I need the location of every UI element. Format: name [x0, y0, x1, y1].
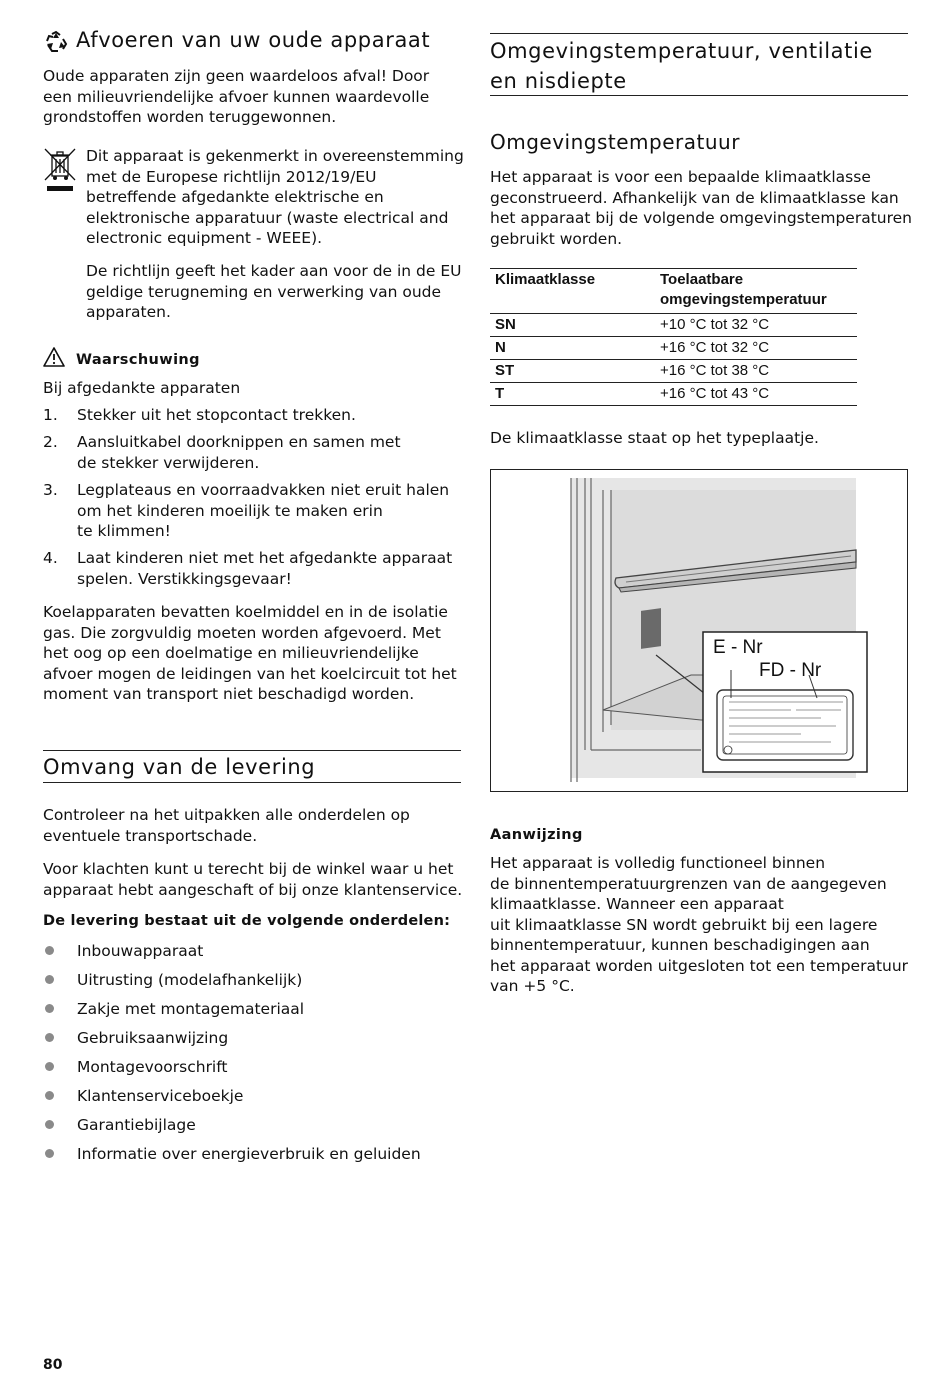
step-text: Stekker uit het stopcontact trekken.	[77, 406, 356, 424]
list-item: Uitrusting (modelafhankelijk)	[43, 970, 463, 999]
table-row: SN +10 °C tot 32 °C	[495, 316, 770, 333]
warning-step	[43, 432, 463, 474]
table-row: ST +16 °C tot 38 °C	[495, 362, 770, 379]
step-text: Laat kinderen niet met het afgedankte apparaat	[77, 549, 453, 567]
crossed-bin-icon	[43, 146, 77, 192]
bullet-icon	[45, 1033, 54, 1042]
warning-triangle-icon	[43, 347, 65, 367]
directive-paragraph: De richtlijn geeft het kader aan voor de in de EU geldige terugneming en verwerking van oude apparaten.	[86, 262, 462, 321]
bullet-icon	[45, 946, 54, 955]
fridge-interior-illustration	[491, 470, 908, 792]
coolant-paragraph: Koelapparaten bevatten koelmiddel en in de isolatie gas. Die zorgvuldig moeten worden afgevoerd. Met het oog op een doelmatige en milieuvriendelijke afvoer mogen de leidingen van het koelcircuit tot het moment van transport niet beschadigd worden.	[43, 603, 457, 703]
step-number: 1.	[43, 406, 58, 424]
step-number: 2.	[43, 433, 58, 451]
step-text: om het kinderen moeilijk te maken erin	[77, 501, 383, 520]
table-row: T +16 °C tot 43 °C	[495, 385, 770, 402]
column-header-temp: omgevingstemperatuur	[660, 291, 827, 308]
bullet-icon	[45, 975, 54, 984]
step-text: te klimmen!	[77, 522, 171, 540]
ambient-intro: Het apparaat is voor een bepaalde klimaatklasse geconstrueerd. Afhankelijk van de klimaatklasse kan het apparaat bij de volgende omgevingstemperaturen gebruikt worden.	[490, 168, 912, 248]
warning-title: Waarschuwing	[76, 352, 200, 368]
step-text: de stekker verwijderen.	[77, 453, 260, 472]
typeplate-note: De klimaatklasse staat op het typeplaatje.	[490, 429, 819, 447]
recycle-icon	[44, 30, 68, 54]
enr-label: E - Nr	[713, 637, 763, 658]
fdnr-label: FD - Nr	[759, 660, 822, 681]
step-number: 4.	[43, 549, 58, 567]
delivery-title: Omvang van de levering	[43, 755, 316, 779]
list-item: Montagevoorschrift	[43, 1057, 463, 1086]
section-rule	[490, 95, 908, 96]
step-text: spelen. Verstikkingsgevaar!	[77, 569, 292, 588]
bullet-icon	[45, 1120, 54, 1129]
bullet-icon	[45, 1004, 54, 1013]
delivery-complaints-paragraph: Voor klachten kunt u terecht bij de winkel waar u het apparaat hebt aangeschaft of bij onze klantenservice.	[43, 860, 463, 899]
disposal-title: Afvoeren van uw oude apparaat	[76, 28, 431, 52]
note-title: Aanwijzing	[490, 827, 583, 843]
bullet-icon	[45, 1062, 54, 1071]
list-item: Garantiebijlage	[43, 1115, 463, 1144]
step-number: 3.	[43, 481, 58, 499]
warning-step	[43, 480, 463, 542]
ambient-section-title: Omgevingstemperatuur, ventilatie en nisdiepte	[490, 39, 873, 93]
warning-step	[43, 548, 463, 590]
list-item: Klantenserviceboekje	[43, 1086, 463, 1115]
page-number: 80	[43, 1357, 63, 1373]
table-header	[490, 269, 857, 313]
column-header-class: Klimaatklasse	[495, 271, 596, 288]
delivery-list	[43, 941, 463, 1173]
weee-paragraph: Dit apparaat is gekenmerkt in overeenstemming met de Europese richtlijn 2012/19/EU betreffende afgedankte elektrische en elektronische apparatuur (waste electrical and electronic equipment - WEEE).	[86, 147, 464, 247]
bullet-icon	[45, 1149, 54, 1158]
section-rule	[43, 750, 461, 751]
bullet-icon	[45, 1091, 54, 1100]
step-text: Aansluitkabel doorknippen en samen met	[77, 433, 401, 451]
list-item: Inbouwapparaat	[43, 941, 463, 970]
rating-plate-figure	[490, 469, 908, 792]
list-item: Informatie over energieverbruik en geluiden	[43, 1144, 463, 1173]
step-text: Legplateaus en voorraadvakken niet eruit halen	[77, 481, 450, 499]
section-rule	[490, 33, 908, 34]
delivery-list-title: De levering bestaat uit de volgende onderdelen:	[43, 913, 451, 929]
climate-table	[490, 268, 857, 406]
ambient-subtitle: Omgevingstemperatuur	[490, 130, 740, 154]
section-rule	[43, 782, 461, 783]
note-paragraph: Het apparaat is volledig functioneel binnen de binnentemperatuurgrenzen van de aangegeven klimaatklasse. Wanneer een apparaat uit klimaatklasse SN wordt gebruikt bij een lagere binnentemperatuur, kunnen beschadigingen aan het apparaat worden uitgesloten tot een temperatuur van +5 °C.	[490, 854, 909, 995]
delivery-check-paragraph: Controleer na het uitpakken alle onderdelen op eventuele transportschade.	[43, 806, 410, 845]
disposal-intro: Oude apparaten zijn geen waardeloos afval! Door een milieuvriendelijke afvoer kunnen waardevolle grondstoffen worden teruggewonnen.	[43, 67, 430, 126]
warning-step	[43, 405, 463, 427]
list-item: Gebruiksaanwijzing	[43, 1028, 463, 1057]
list-item: Zakje met montagemateriaal	[43, 999, 463, 1028]
table-row: N +16 °C tot 32 °C	[495, 339, 770, 356]
warning-lead: Bij afgedankte apparaten	[43, 379, 241, 397]
column-header-temp: Toelaatbare	[660, 271, 744, 288]
